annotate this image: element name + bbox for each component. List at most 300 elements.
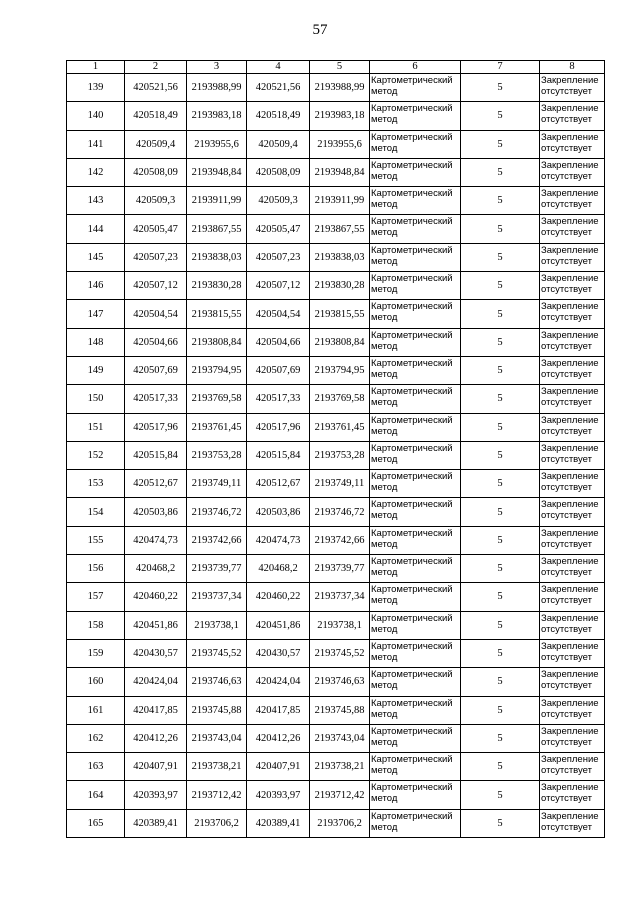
point-number-cell: 156	[67, 555, 125, 583]
y-coordinate-new-cell: 2193838,03	[310, 243, 370, 271]
y-coordinate-cell: 2193738,21	[187, 753, 247, 781]
table-row	[67, 611, 605, 639]
y-coordinate-cell: 2193712,42	[187, 781, 247, 809]
method-cell	[370, 441, 461, 469]
table-row	[67, 724, 605, 752]
y-coordinate-cell: 2193706,2	[187, 809, 247, 837]
method-text: Картометрический	[371, 584, 453, 596]
x-coordinate-cell: 420507,12	[125, 272, 187, 300]
x-coordinate-new-cell: 420509,3	[247, 187, 310, 215]
x-coordinate-cell: 420430,57	[125, 639, 187, 667]
method-cell	[370, 102, 461, 130]
x-coordinate-new-cell: 420507,69	[247, 356, 310, 384]
fixation-note-cell	[540, 243, 605, 271]
table-row	[67, 583, 605, 611]
accuracy-cell: 5	[461, 102, 540, 130]
x-coordinate-cell: 420503,86	[125, 498, 187, 526]
method-cell	[370, 781, 461, 809]
accuracy-cell: 5	[461, 356, 540, 384]
y-coordinate-cell: 2193742,66	[187, 526, 247, 554]
fixation-note-cell	[540, 809, 605, 837]
note-text: отсутствует	[541, 142, 592, 154]
accuracy-cell: 5	[461, 696, 540, 724]
point-number-cell: 157	[67, 583, 125, 611]
y-coordinate-cell: 2193769,58	[187, 385, 247, 413]
method-cell	[370, 272, 461, 300]
method-text: метод	[371, 312, 398, 324]
method-text: метод	[371, 170, 398, 182]
accuracy-cell: 5	[461, 526, 540, 554]
x-coordinate-cell: 420412,26	[125, 724, 187, 752]
table-row	[67, 300, 605, 328]
accuracy-cell: 5	[461, 158, 540, 186]
y-coordinate-new-cell: 2193712,42	[310, 781, 370, 809]
method-cell	[370, 611, 461, 639]
method-cell	[370, 498, 461, 526]
fixation-note-cell	[540, 74, 605, 102]
x-coordinate-new-cell: 420508,09	[247, 158, 310, 186]
table-row	[67, 158, 605, 186]
point-number-cell: 145	[67, 243, 125, 271]
x-coordinate-new-cell: 420389,41	[247, 809, 310, 837]
accuracy-cell: 5	[461, 753, 540, 781]
method-text: Картометрический	[371, 810, 453, 822]
y-coordinate-new-cell: 2193794,95	[310, 356, 370, 384]
x-coordinate-new-cell: 420430,57	[247, 639, 310, 667]
fixation-note-cell	[540, 356, 605, 384]
fixation-note-cell	[540, 724, 605, 752]
method-text: Картометрический	[371, 499, 453, 511]
method-cell	[370, 668, 461, 696]
y-coordinate-new-cell: 2193911,99	[310, 187, 370, 215]
note-text: Закрепление	[541, 499, 599, 511]
accuracy-cell: 5	[461, 639, 540, 667]
note-text: отсутствует	[541, 510, 592, 522]
x-coordinate-new-cell: 420507,23	[247, 243, 310, 271]
fixation-note-cell	[540, 187, 605, 215]
point-number-cell: 165	[67, 809, 125, 837]
x-coordinate-cell: 420507,69	[125, 356, 187, 384]
table-row	[67, 272, 605, 300]
accuracy-cell: 5	[461, 187, 540, 215]
method-cell	[370, 555, 461, 583]
accuracy-cell: 5	[461, 300, 540, 328]
x-coordinate-new-cell: 420412,26	[247, 724, 310, 752]
point-number-cell: 164	[67, 781, 125, 809]
y-coordinate-new-cell: 2193738,1	[310, 611, 370, 639]
accuracy-cell: 5	[461, 781, 540, 809]
note-text: Закрепление	[541, 782, 599, 794]
note-text: Закрепление	[541, 810, 599, 822]
point-number-cell: 150	[67, 385, 125, 413]
fixation-note-cell	[540, 668, 605, 696]
table-row	[67, 74, 605, 102]
table-body	[67, 74, 605, 838]
note-text: Закрепление	[541, 527, 599, 539]
note-text: Закрепление	[541, 612, 599, 624]
method-text: метод	[371, 821, 398, 833]
note-text: отсутствует	[541, 170, 592, 182]
y-coordinate-new-cell: 2193808,84	[310, 328, 370, 356]
point-number-cell: 158	[67, 611, 125, 639]
method-text: Картометрический	[371, 414, 453, 426]
note-text: отсутствует	[541, 397, 592, 409]
accuracy-cell: 5	[461, 74, 540, 102]
method-cell	[370, 300, 461, 328]
note-text: Закрепление	[541, 697, 599, 709]
fixation-note-cell	[540, 753, 605, 781]
note-text: отсутствует	[541, 538, 592, 550]
method-text: Картометрический	[371, 216, 453, 228]
table-row	[67, 102, 605, 130]
note-text: Закрепление	[541, 414, 599, 426]
note-text: отсутствует	[541, 368, 592, 380]
x-coordinate-new-cell: 420504,54	[247, 300, 310, 328]
note-text: Закрепление	[541, 386, 599, 398]
x-coordinate-cell: 420505,47	[125, 215, 187, 243]
method-text: метод	[371, 453, 398, 465]
y-coordinate-new-cell: 2193749,11	[310, 470, 370, 498]
y-coordinate-new-cell: 2193738,21	[310, 753, 370, 781]
note-text: отсутствует	[541, 312, 592, 324]
method-text: Картометрический	[371, 669, 453, 681]
point-number-cell: 148	[67, 328, 125, 356]
x-coordinate-new-cell: 420515,84	[247, 441, 310, 469]
method-text: метод	[371, 425, 398, 437]
point-number-cell: 142	[67, 158, 125, 186]
y-coordinate-cell: 2193988,99	[187, 74, 247, 102]
y-coordinate-new-cell: 2193761,45	[310, 413, 370, 441]
method-cell	[370, 385, 461, 413]
table-row	[67, 215, 605, 243]
method-text: Картометрический	[371, 725, 453, 737]
point-number-cell: 162	[67, 724, 125, 752]
method-text: метод	[371, 482, 398, 494]
x-coordinate-cell: 420417,85	[125, 696, 187, 724]
y-coordinate-cell: 2193838,03	[187, 243, 247, 271]
method-text: метод	[371, 736, 398, 748]
note-text: Закрепление	[541, 131, 599, 143]
method-text: метод	[371, 227, 398, 239]
note-text: Закрепление	[541, 75, 599, 86]
table-row	[67, 130, 605, 158]
column-header: 1	[67, 61, 125, 74]
point-number-cell: 144	[67, 215, 125, 243]
table-row	[67, 781, 605, 809]
y-coordinate-new-cell: 2193746,72	[310, 498, 370, 526]
y-coordinate-new-cell: 2193769,58	[310, 385, 370, 413]
note-text: отсутствует	[541, 340, 592, 352]
table-row	[67, 498, 605, 526]
note-text: Закрепление	[541, 357, 599, 369]
fixation-note-cell	[540, 441, 605, 469]
method-text: Картометрический	[371, 527, 453, 539]
column-header: 4	[247, 61, 310, 74]
note-text: отсутствует	[541, 651, 592, 663]
x-coordinate-new-cell: 420393,97	[247, 781, 310, 809]
method-text: Картометрический	[371, 75, 453, 86]
fixation-note-cell	[540, 696, 605, 724]
method-cell	[370, 243, 461, 271]
fixation-note-cell	[540, 130, 605, 158]
accuracy-cell: 5	[461, 243, 540, 271]
table-row	[67, 243, 605, 271]
note-text: Закрепление	[541, 301, 599, 313]
method-text: Картометрический	[371, 782, 453, 794]
y-coordinate-new-cell: 2193745,52	[310, 639, 370, 667]
accuracy-cell: 5	[461, 583, 540, 611]
x-coordinate-cell: 420518,49	[125, 102, 187, 130]
y-coordinate-cell: 2193739,77	[187, 555, 247, 583]
fixation-note-cell	[540, 272, 605, 300]
method-text: метод	[371, 567, 398, 579]
method-cell	[370, 413, 461, 441]
fixation-note-cell	[540, 639, 605, 667]
x-coordinate-new-cell: 420451,86	[247, 611, 310, 639]
method-cell	[370, 696, 461, 724]
point-number-cell: 149	[67, 356, 125, 384]
y-coordinate-cell: 2193746,63	[187, 668, 247, 696]
fixation-note-cell	[540, 470, 605, 498]
column-header: 2	[125, 61, 187, 74]
note-text: Закрепление	[541, 188, 599, 200]
note-text: отсутствует	[541, 227, 592, 239]
accuracy-cell: 5	[461, 385, 540, 413]
method-text: Картометрический	[371, 103, 453, 115]
point-number-cell: 146	[67, 272, 125, 300]
method-cell	[370, 470, 461, 498]
note-text: Закрепление	[541, 103, 599, 115]
accuracy-cell: 5	[461, 441, 540, 469]
method-text: Картометрический	[371, 188, 453, 200]
accuracy-cell: 5	[461, 809, 540, 837]
x-coordinate-cell: 420504,66	[125, 328, 187, 356]
y-coordinate-cell: 2193808,84	[187, 328, 247, 356]
note-text: отсутствует	[541, 482, 592, 494]
x-coordinate-cell: 420521,56	[125, 74, 187, 102]
y-coordinate-cell: 2193745,52	[187, 639, 247, 667]
x-coordinate-new-cell: 420460,22	[247, 583, 310, 611]
accuracy-cell: 5	[461, 498, 540, 526]
point-number-cell: 161	[67, 696, 125, 724]
method-text: Картометрический	[371, 697, 453, 709]
coordinates-table	[66, 60, 605, 838]
y-coordinate-cell: 2193955,6	[187, 130, 247, 158]
column-header: 7	[461, 61, 540, 74]
y-coordinate-new-cell: 2193743,04	[310, 724, 370, 752]
method-text: метод	[371, 114, 398, 126]
y-coordinate-new-cell: 2193867,55	[310, 215, 370, 243]
method-text: Картометрический	[371, 612, 453, 624]
fixation-note-cell	[540, 611, 605, 639]
y-coordinate-cell: 2193743,04	[187, 724, 247, 752]
header-row	[67, 61, 605, 74]
method-text: метод	[371, 595, 398, 607]
method-text: Картометрический	[371, 442, 453, 454]
x-coordinate-cell: 420504,54	[125, 300, 187, 328]
note-text: отсутствует	[541, 567, 592, 579]
y-coordinate-new-cell: 2193745,88	[310, 696, 370, 724]
fixation-note-cell	[540, 526, 605, 554]
method-text: метод	[371, 510, 398, 522]
note-text: отсутствует	[541, 425, 592, 437]
accuracy-cell: 5	[461, 470, 540, 498]
fixation-note-cell	[540, 300, 605, 328]
note-text: отсутствует	[541, 793, 592, 805]
table-row	[67, 413, 605, 441]
note-text: Закрепление	[541, 273, 599, 285]
x-coordinate-cell: 420512,67	[125, 470, 187, 498]
note-text: отсутствует	[541, 86, 592, 97]
method-cell	[370, 187, 461, 215]
y-coordinate-cell: 2193749,11	[187, 470, 247, 498]
column-header: 8	[540, 61, 605, 74]
x-coordinate-new-cell: 420417,85	[247, 696, 310, 724]
note-text: отсутствует	[541, 821, 592, 833]
x-coordinate-new-cell: 420512,67	[247, 470, 310, 498]
point-number-cell: 160	[67, 668, 125, 696]
point-number-cell: 155	[67, 526, 125, 554]
table-row	[67, 555, 605, 583]
note-text: отсутствует	[541, 284, 592, 296]
x-coordinate-cell: 420468,2	[125, 555, 187, 583]
method-cell	[370, 753, 461, 781]
note-text: Закрепление	[541, 669, 599, 681]
note-text: Закрепление	[541, 244, 599, 256]
method-text: метод	[371, 765, 398, 777]
method-text: Картометрический	[371, 244, 453, 256]
y-coordinate-new-cell: 2193753,28	[310, 441, 370, 469]
method-cell	[370, 328, 461, 356]
note-text: Закрепление	[541, 216, 599, 228]
method-text: Картометрический	[371, 471, 453, 483]
x-coordinate-cell: 420507,23	[125, 243, 187, 271]
note-text: Закрепление	[541, 640, 599, 652]
method-text: метод	[371, 86, 398, 97]
x-coordinate-new-cell: 420521,56	[247, 74, 310, 102]
x-coordinate-cell: 420407,91	[125, 753, 187, 781]
method-text: Картометрический	[371, 159, 453, 171]
note-text: Закрепление	[541, 556, 599, 568]
accuracy-cell: 5	[461, 724, 540, 752]
table-row	[67, 809, 605, 837]
method-text: метод	[371, 793, 398, 805]
table-row	[67, 753, 605, 781]
fixation-note-cell	[540, 102, 605, 130]
x-coordinate-cell: 420517,96	[125, 413, 187, 441]
method-text: метод	[371, 340, 398, 352]
y-coordinate-cell: 2193737,34	[187, 583, 247, 611]
method-text: метод	[371, 538, 398, 550]
point-number-cell: 154	[67, 498, 125, 526]
method-text: Картометрический	[371, 754, 453, 766]
note-text: отсутствует	[541, 765, 592, 777]
table-row	[67, 385, 605, 413]
note-text: Закрепление	[541, 159, 599, 171]
y-coordinate-cell: 2193753,28	[187, 441, 247, 469]
note-text: отсутствует	[541, 736, 592, 748]
x-coordinate-new-cell: 420503,86	[247, 498, 310, 526]
table-row	[67, 696, 605, 724]
y-coordinate-new-cell: 2193983,18	[310, 102, 370, 130]
accuracy-cell: 5	[461, 328, 540, 356]
method-text: Картометрический	[371, 131, 453, 143]
note-text: Закрепление	[541, 584, 599, 596]
method-cell	[370, 809, 461, 837]
method-text: Картометрический	[371, 640, 453, 652]
y-coordinate-new-cell: 2193815,55	[310, 300, 370, 328]
fixation-note-cell	[540, 215, 605, 243]
accuracy-cell: 5	[461, 413, 540, 441]
note-text: отсутствует	[541, 680, 592, 692]
y-coordinate-cell: 2193761,45	[187, 413, 247, 441]
table-row	[67, 187, 605, 215]
point-number-cell: 163	[67, 753, 125, 781]
point-number-cell: 152	[67, 441, 125, 469]
y-coordinate-cell: 2193745,88	[187, 696, 247, 724]
fixation-note-cell	[540, 555, 605, 583]
method-text: метод	[371, 623, 398, 635]
y-coordinate-cell: 2193911,99	[187, 187, 247, 215]
y-coordinate-new-cell: 2193706,2	[310, 809, 370, 837]
method-text: метод	[371, 142, 398, 154]
y-coordinate-cell: 2193746,72	[187, 498, 247, 526]
fixation-note-cell	[540, 328, 605, 356]
y-coordinate-cell: 2193830,28	[187, 272, 247, 300]
table-row	[67, 441, 605, 469]
x-coordinate-new-cell: 420504,66	[247, 328, 310, 356]
x-coordinate-cell: 420508,09	[125, 158, 187, 186]
method-text: метод	[371, 680, 398, 692]
method-cell	[370, 526, 461, 554]
note-text: Закрепление	[541, 754, 599, 766]
x-coordinate-cell: 420424,04	[125, 668, 187, 696]
y-coordinate-new-cell: 2193746,63	[310, 668, 370, 696]
method-cell	[370, 583, 461, 611]
table-row	[67, 668, 605, 696]
method-text: Картометрический	[371, 556, 453, 568]
method-cell	[370, 74, 461, 102]
x-coordinate-cell: 420509,3	[125, 187, 187, 215]
method-text: метод	[371, 708, 398, 720]
method-cell	[370, 215, 461, 243]
x-coordinate-new-cell: 420474,73	[247, 526, 310, 554]
point-number-cell: 159	[67, 639, 125, 667]
y-coordinate-cell: 2193948,84	[187, 158, 247, 186]
note-text: отсутствует	[541, 255, 592, 267]
page-number: 57	[312, 22, 328, 38]
y-coordinate-new-cell: 2193830,28	[310, 272, 370, 300]
y-coordinate-new-cell: 2193737,34	[310, 583, 370, 611]
y-coordinate-new-cell: 2193948,84	[310, 158, 370, 186]
y-coordinate-cell: 2193794,95	[187, 356, 247, 384]
method-text: метод	[371, 397, 398, 409]
x-coordinate-new-cell: 420407,91	[247, 753, 310, 781]
table-row	[67, 639, 605, 667]
x-coordinate-cell: 420509,4	[125, 130, 187, 158]
note-text: отсутствует	[541, 708, 592, 720]
accuracy-cell: 5	[461, 215, 540, 243]
method-cell	[370, 130, 461, 158]
y-coordinate-new-cell: 2193742,66	[310, 526, 370, 554]
note-text: отсутствует	[541, 114, 592, 126]
accuracy-cell: 5	[461, 555, 540, 583]
x-coordinate-new-cell: 420424,04	[247, 668, 310, 696]
x-coordinate-new-cell: 420468,2	[247, 555, 310, 583]
fixation-note-cell	[540, 158, 605, 186]
method-text: Картометрический	[371, 386, 453, 398]
y-coordinate-new-cell: 2193739,77	[310, 555, 370, 583]
